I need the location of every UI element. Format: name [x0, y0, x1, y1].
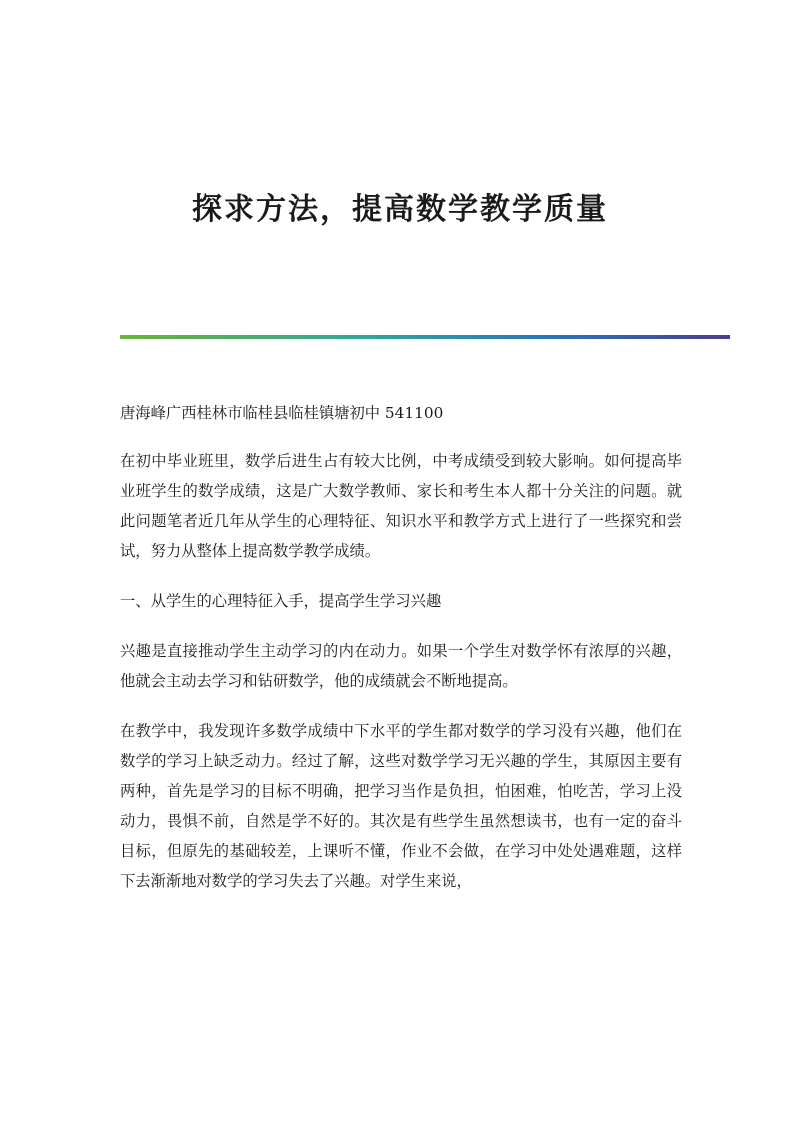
- title-divider: [120, 335, 730, 339]
- paragraph: 在教学中，我发现许多数学成绩中下水平的学生都对数学的学习没有兴趣，他们在数学的学习上缺乏动力。经过了解，这些对数学学习无兴趣的学生，其原因主要有两种，首先是学习的目标不明确，把学习当作是负担，怕困难，怕吃苦，学习上没动力，畏惧不前，自然是学不好的。其次是有些学生虽然想读书，也有一定的奋斗目标，但原先的基础较差，上课听不懂，作业不会做，在学习中处处遇难题，这样下去渐渐地对数学的学习失去了兴趣。对学生来说，: [120, 722, 682, 890]
- document-body: [120, 398, 682, 916]
- paragraph: 兴趣是直接推动学生主动学习的内在动力。如果一个学生对数学怀有浓厚的兴趣，他就会主动去学习和钻研数学，他的成绩就会不断地提高。: [120, 642, 682, 690]
- document-title: 探求方法，提高数学教学质量: [192, 192, 608, 227]
- paragraph: 在初中毕业班里，数学后进生占有较大比例，中考成绩受到较大影响。如何提高毕业班学生的数学成绩，这是广大数学教师、家长和考生本人都十分关注的问题。就此问题笔者近几年从学生的心理特征、知识水平和教学方式上进行了一些探究和尝试，努力从整体上提高数学教学成绩。: [120, 452, 682, 560]
- section-heading: 一、从学生的心理特征入手，提高学生学习兴趣: [120, 592, 442, 610]
- author-line: 唐海峰广西桂林市临桂县临桂镇塘初中 541100: [120, 404, 444, 422]
